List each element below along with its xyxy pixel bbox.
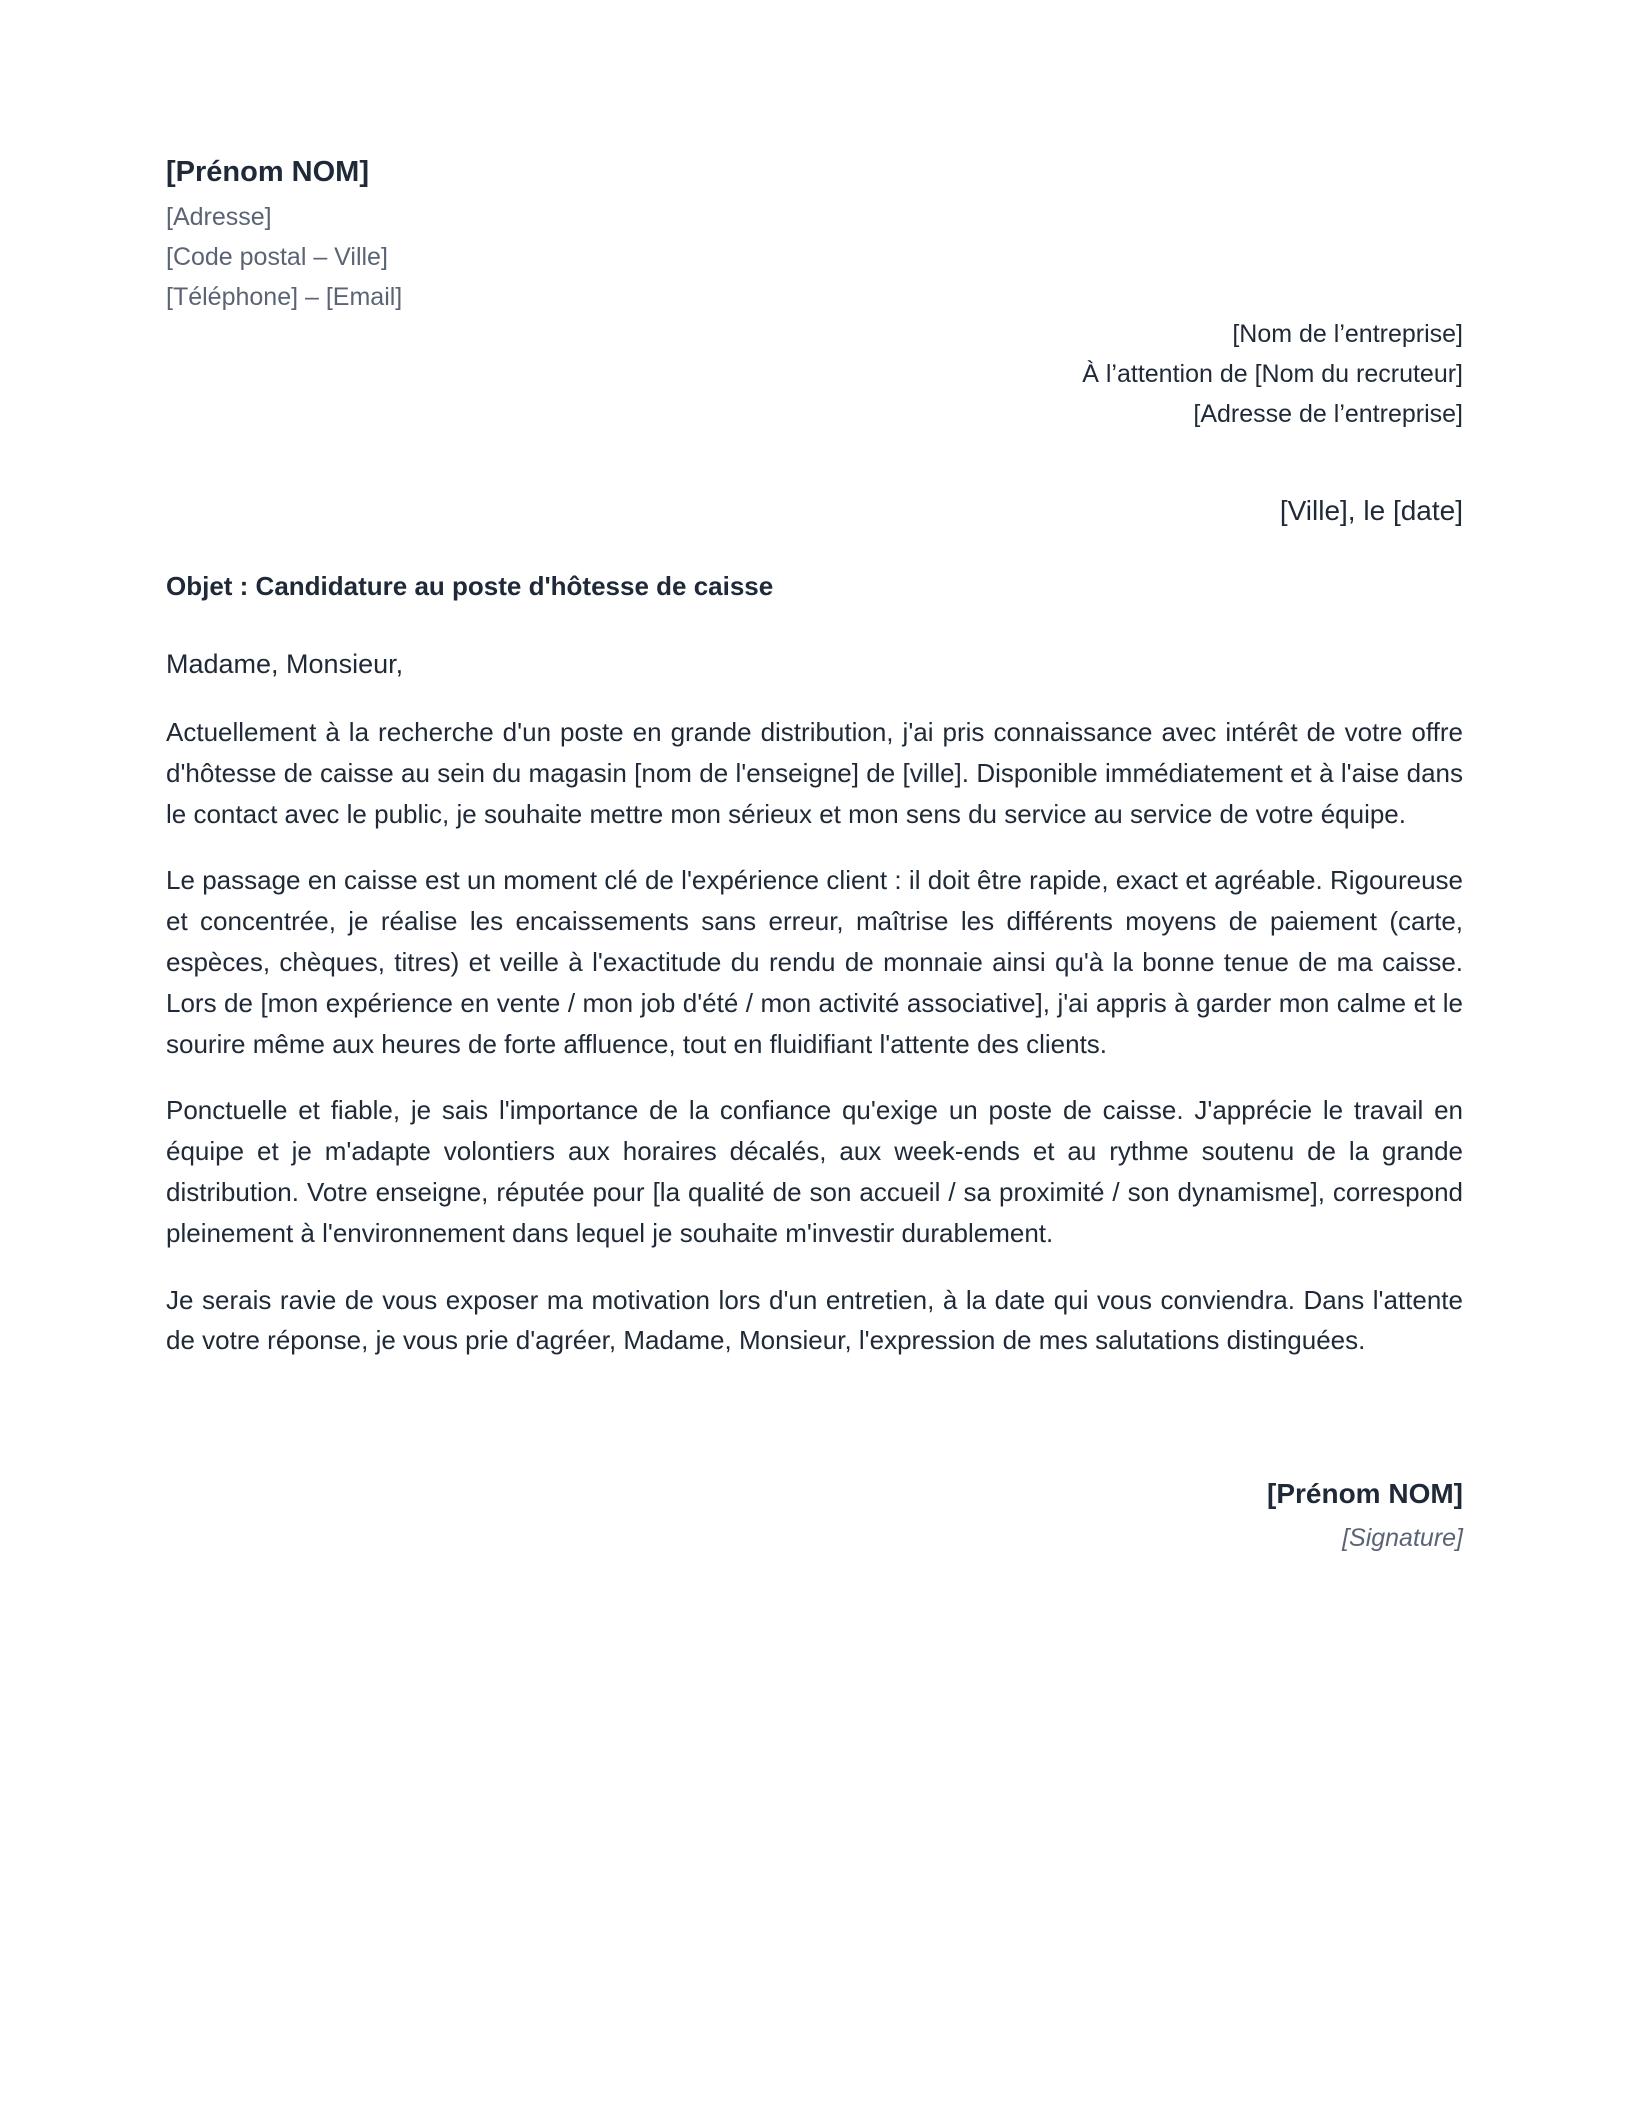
sender-name: [Prénom NOM] <box>166 156 369 188</box>
body-paragraph-1: Actuellement à la recherche d'un poste en grande distribution, j'ai pris connaissance avec intérêt de votre offre d'hôtesse de caisse au sein du magasin [nom de l'enseigne] de [ville]. Disponible immédiatement et à l'aise dans le contact avec le public, je souhaite mettre mon sérieux et mon sens du service au service de votre équipe. <box>166 717 1463 829</box>
sender-address: [Adresse] <box>166 203 272 231</box>
recipient-block <box>663 314 1463 434</box>
sender-block <box>166 152 866 317</box>
recipient-address: [Adresse de l’entreprise] <box>1193 400 1463 428</box>
body-paragraph-3: Ponctuelle et fiable, je sais l'importance de la confiance qu'exige un poste de caisse. J'apprécie le travail en équipe et je m'adapte volontiers aux horaires décalés, aux week-ends et au rythme soutenu de la grande distribution. Votre enseigne, réputée pour [la qualité de son accueil / sa proximité / son dynamisme], correspond pleinement à l'environnement dans lequel je souhaite m'investir durablement. <box>166 1095 1463 1248</box>
sender-phone-email: [Téléphone] – [Email] <box>166 283 403 311</box>
recipient-attention: À l’attention de [Nom du recruteur] <box>1082 360 1463 388</box>
recipient-company: [Nom de l’entreprise] <box>1232 320 1463 348</box>
salutation: Madame, Monsieur, <box>166 649 404 679</box>
body-paragraph-4: Je serais ravie de vous exposer ma motivation lors d'un entretien, à la date qui vous conviendra. Dans l'attente de votre réponse, je vous prie d'agréer, Madame, Monsieur, l'expression de mes salutations distinguées. <box>166 1284 1463 1356</box>
body-paragraph-2: Le passage en caisse est un moment clé de l'expérience client : il doit être rapide, exact et agréable. Rigoureuse et concentrée, je réalise les encaissements sans erreur, maîtrise les différents moyens de paiement (carte, espèces, chèques, titres) et veille à l'exactitude du rendu de monnaie ainsi qu'à la bonne tenue de ma caisse. Lors de [mon expérience en vente / mon job d'été / mon activité associative], j'ai appris à garder mon calme et le sourire même aux heures de forte affluence, tout en fluidifiant l'attente des clients. <box>166 865 1463 1059</box>
place-date: [Ville], le [date] <box>1279 495 1463 526</box>
closing-name: [Prénom NOM] <box>1267 1478 1463 1509</box>
closing-block <box>1267 1474 1463 1558</box>
signature-placeholder: [Signature] <box>1342 1524 1463 1552</box>
letter-body <box>166 712 1463 1387</box>
letter-subject: Objet : Candidature au poste d'hôtesse de caisse <box>166 571 774 601</box>
sender-postal-city: [Code postal – Ville] <box>166 243 388 271</box>
